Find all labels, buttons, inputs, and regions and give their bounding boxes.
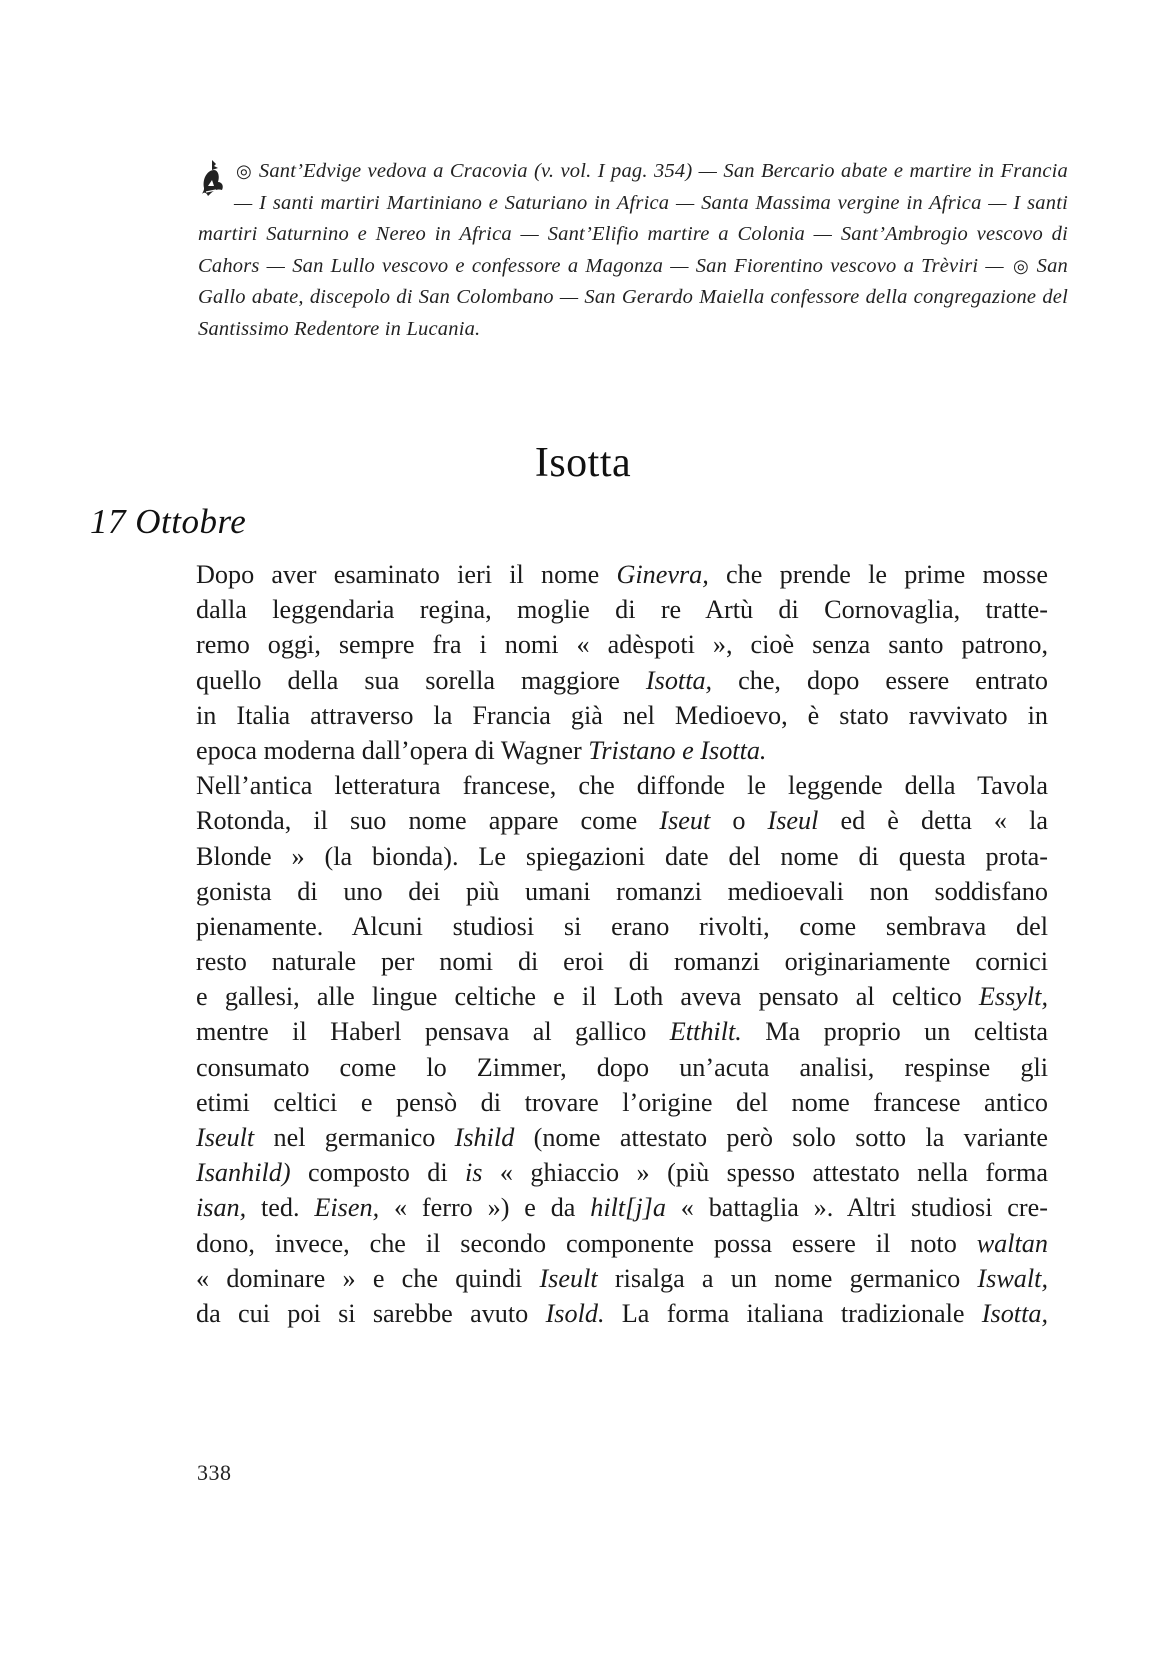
body-line: epoca moderna dall’opera di Wagner Tristano e Isotta. [196,735,767,765]
saints-list-part-2: San Gallo abate, discepolo di San Colombano — San Gerardo Maiella confessore della congregazione del Santissimo Redentore in Lucania. [198,254,1069,340]
italic-term: Essylt, [978,982,1048,1012]
italic-term: Iswalt, [977,1263,1048,1293]
body-line: Isanhild) composto di is « ghiaccio » (più spesso attestato nella forma [196,1158,1048,1188]
italic-term: isan, [196,1193,247,1223]
body-line: e gallesi, alle lingue celtiche e il Loth aveva pensato al celtico Essylt, [196,982,1048,1012]
italic-term: Tristano e Isotta. [588,735,767,765]
saints-list-part-1: Sant’Edvige vedova a Cracovia (v. vol. I pag. 354) — San Bercario abate e martire in Francia — I santi martiri Martiniano e Saturiano in Africa — Santa Massima vergine in Africa — I santi martiri Saturnino e Nereo in Africa — Sant’Elifio martire a Colonia — Sant’Ambrogio vescovo di Cahors — San Lullo vescovo e confessore a Magonza — San Fiorentino vescovo a Trèviri — [198,160,1068,277]
body-line: isan, ted. Eisen, « ferro ») e da hilt[j]a « battaglia ». Altri studiosi cre- [196,1193,1048,1223]
italic-term: Etthilt. [669,1017,742,1047]
body-line: da cui poi si sarebbe avuto Isold. La forma italiana tradizionale Isotta, [196,1298,1048,1328]
saints-of-the-day [198,156,1068,345]
italic-term: Iseult [196,1123,255,1152]
body-line: etimi celtici e pensò di trovare l’origine del nome francese antico [196,1087,1048,1117]
italic-term: Eisen, [314,1193,380,1223]
body-line: Rotonda, il suo nome appare come Iseut o Iseul ed è detta « la [196,806,1049,836]
body-line: Iseult nel germanico Ishild (nome attestato però solo sotto la variante [196,1123,1048,1152]
italic-term: Isotta, [981,1298,1048,1328]
holy-day-symbol-icon: ◎ [236,161,253,181]
italic-term: hilt[j]a [590,1193,666,1223]
body-line: mentre il Haberl pensava al gallico Etthilt. Ma proprio un celtista [196,1017,1048,1047]
italic-term: Iseult [539,1263,598,1293]
holy-day-symbol-icon: ◎ [1012,255,1031,276]
italic-term: Iseul [767,806,819,836]
body-line: in Italia attraverso la Francia già nel Medioevo, è stato ravvivato in [196,700,1048,730]
italic-term: Ginevra, [616,560,709,589]
italic-term: Isotta, [645,665,713,695]
page-title: Isotta [534,440,632,486]
body-line: gonista di uno dei più umani romanzi medioevali non soddisfano [196,876,1048,906]
body-line: « dominare » e che quindi Iseult risalga a un nome germanico Iswalt, [196,1263,1048,1293]
body-line: quello della sua sorella maggiore Isotta, che, dopo essere entrato [196,665,1049,695]
date-heading: 17 Ottobre [90,502,247,541]
page-number: 338 [197,1460,232,1485]
body-line: pienamente. Alcuni studiosi si erano rivolti, come sembrava del [196,911,1048,941]
italic-term: Iseut [659,806,711,836]
italic-term: Ishild [454,1123,515,1152]
italic-term: Isanhild) [196,1158,291,1188]
italic-term: waltan [976,1228,1048,1258]
eagle-emblem-icon [198,158,226,198]
body-line: dono, invece, che il secondo componente possa essere il noto waltan [196,1228,1048,1258]
body-line: remo oggi, sempre fra i nomi « adèspoti », cioè senza santo patrono, [196,630,1048,660]
body-line: Nell’antica letteratura francese, che diffonde le leggende della Tavola [196,771,1048,801]
body-line: Dopo aver esaminato ieri il nome Ginevra, che prende le prime mosse [196,560,1048,589]
italic-term: Isold. [545,1298,605,1328]
body-line: dalla leggendaria regina, moglie di re Artù di Cornovaglia, tratte- [196,595,1048,625]
body-line: Blonde » (la bionda). Le spiegazioni date del nome di questa prota- [196,841,1048,871]
body-line: consumato come lo Zimmer, dopo un’acuta analisi, respinse gli [196,1052,1048,1082]
body-text [196,557,1048,1331]
body-line: resto naturale per nomi di eroi di romanzi originariamente cornici [196,947,1048,977]
italic-term: is [465,1158,483,1188]
